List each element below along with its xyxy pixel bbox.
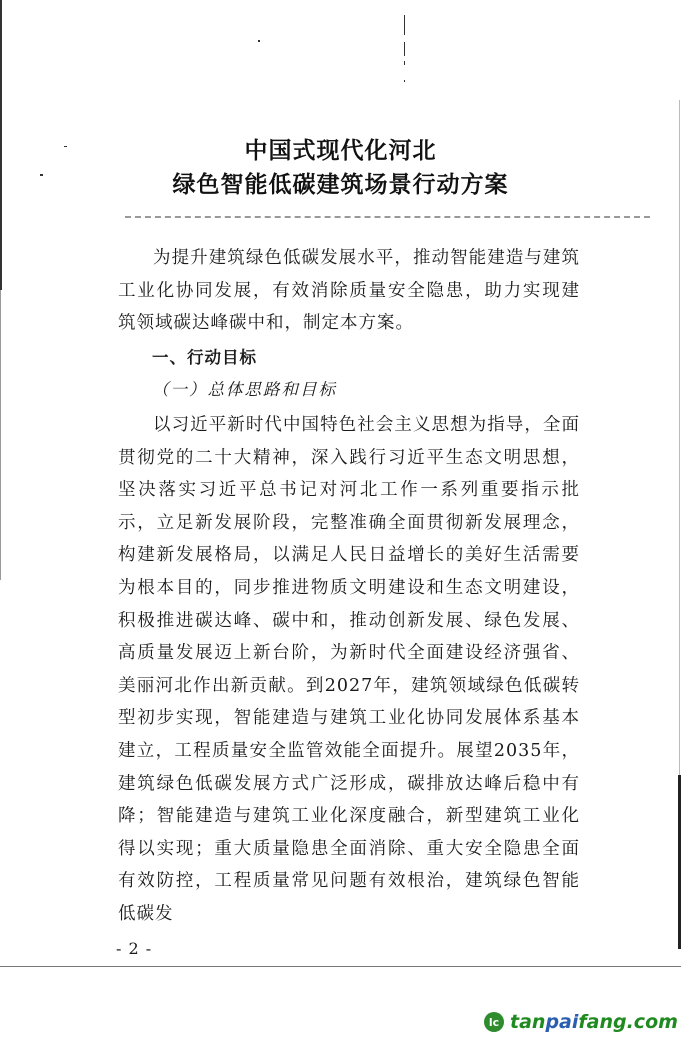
document-title-line1: 中国式现代化河北 xyxy=(244,137,437,164)
subsection-heading: （一）总体思路和目标 xyxy=(152,380,337,400)
watermark-text-part2: pai xyxy=(545,1011,579,1034)
text-column xyxy=(118,242,580,960)
title-separator xyxy=(125,216,650,218)
page-number: - 2 - xyxy=(116,939,153,959)
tanpaifang-logo-icon: lc xyxy=(484,1012,504,1032)
watermark-text-part1: tan xyxy=(510,1011,546,1034)
document-title-line2: 绿色智能低碳建筑场景行动方案 xyxy=(172,171,509,198)
watermark-text-part3: fang.com xyxy=(578,1011,678,1034)
page-bottom-rule xyxy=(0,966,681,967)
section-heading: 一、行动目标 xyxy=(152,347,257,367)
watermark xyxy=(484,1011,681,1033)
watermark-text xyxy=(510,1011,678,1033)
body-paragraph: 以习近平新时代中国特色社会主义思想为指导，全面贯彻党的二十大精神，深入践行习近平生态文明思想，坚决落实习近平总书记对河北工作一系列重要指示批示，立足新发展阶段，完整准确全面贯彻新发展理念，构建新发展格局，以满足人民日益增长的美好生活需要为根本目的，同步推进物质文明建设和生态文明建设，积极推进碳达峰、碳中和，推动创新发展、绿色发展、高质量发展迈上新台阶，为新时代全面建设经济强省、美丽河北作出新贡献。到2027年，建筑领域绿色低碳转型初步实现，智能建造与建筑工业化协同发展体系基本建立，工程质量安全监管效能全面提升。展望2035年，建筑绿色低碳发展方式广泛形成，碳排放达峰后稳中有降；智能建造与建筑工业化深度融合，新型建筑工业化得以实现；重大质量隐患全面消除、重大安全隐患全面有效防控，工程质量常见问题有效根治，建筑绿色智能低碳发 xyxy=(118,414,580,924)
intro-paragraph: 为提升建筑绿色低碳发展水平，推动智能建造与建筑工业化协同发展，有效消除质量安全隐患，助力实现建筑领域碳达峰碳中和，制定本方案。 xyxy=(118,248,580,334)
